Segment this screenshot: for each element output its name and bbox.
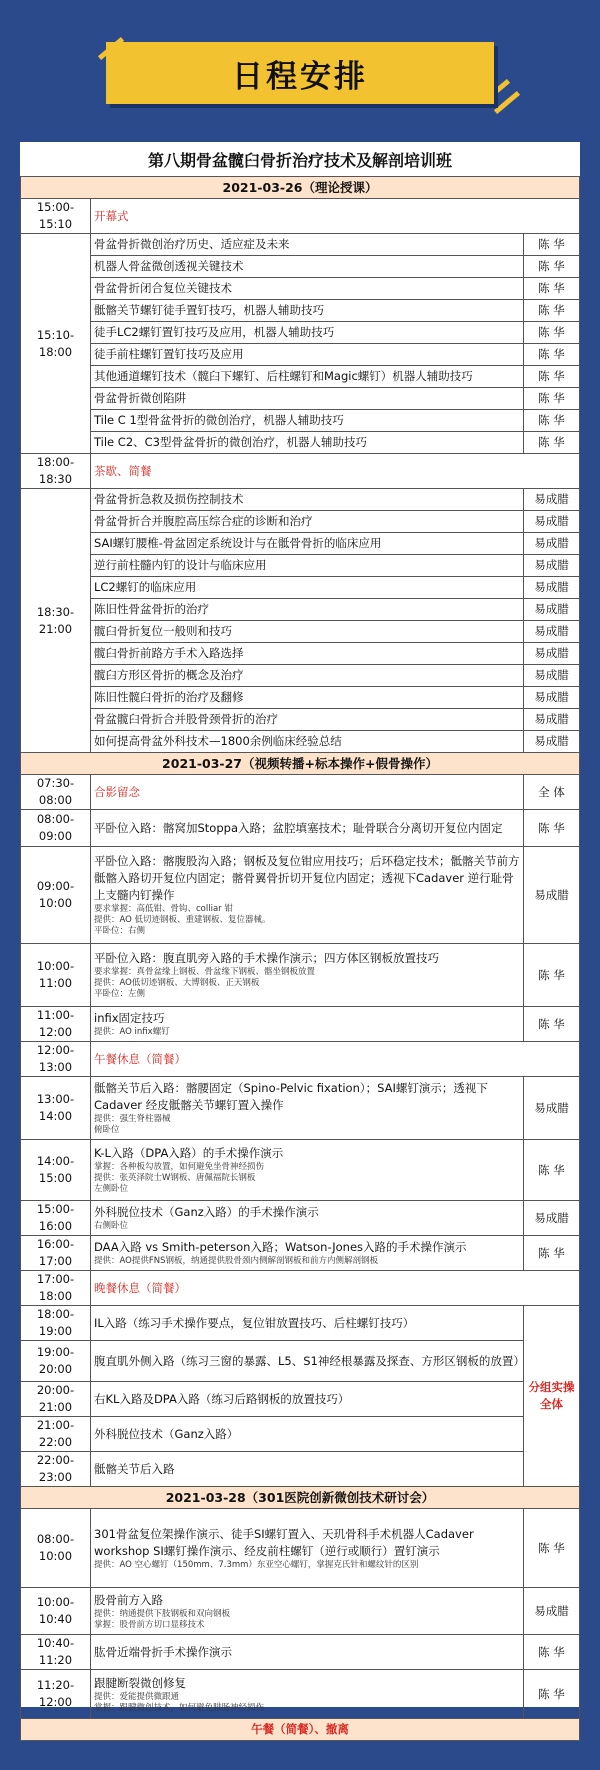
session-topic: 机器人骨盆微创透视关键技术 (91, 256, 524, 278)
session-title: 外科脱位技术（Ganz入路）的手术操作演示 (94, 1205, 319, 1219)
session-topic (91, 775, 524, 810)
session-topic: 外科脱位技术（Ganz入路） (91, 1417, 524, 1452)
schedule-row (21, 388, 580, 410)
schedule-row (21, 599, 580, 621)
session-note: 提供：AO 低切迹钢板、重建钢板、复位器械。 (94, 915, 271, 925)
session-label: 午餐休息（简餐） (91, 1042, 580, 1077)
schedule-row (21, 410, 580, 432)
speaker: 陈 华 (523, 366, 579, 388)
session-topic (91, 810, 524, 847)
session-topic: 腹直肌外侧入路（练习三窗的暴露、L5、S1神经根暴露及探查、方形区钢板的放置） (91, 1341, 524, 1382)
schedule-row (21, 366, 580, 388)
session-note: 掌握：跟腱微创技术，如何避免腓肠神经损伤 (94, 1702, 265, 1713)
speaker: 易成腊 (523, 1201, 579, 1236)
session-title: 股骨前方入路 (94, 1592, 163, 1607)
schedule-row (21, 1077, 580, 1140)
session-title: infix固定技巧 (94, 1011, 165, 1025)
session-label: 茶歇、简餐 (91, 454, 580, 489)
session-topic (91, 1588, 524, 1635)
session-topic (91, 1670, 524, 1719)
day-header-row (21, 753, 580, 775)
time-slot: 11:00-12:00 (21, 1007, 91, 1042)
schedule-row (21, 454, 580, 489)
session-topic (91, 944, 524, 1007)
session-topic (91, 1140, 524, 1201)
schedule-row (21, 621, 580, 643)
session-note: 掌握：各种板勾放置，如何避免坐骨神经损伤 (94, 1162, 265, 1172)
speaker: 陈 华 (523, 1007, 579, 1042)
session-note: 提供：AO低切迹钢板、大博钢板、正天钢板 (94, 978, 260, 988)
session-topic: LC2螺钉的临床应用 (91, 577, 524, 599)
session-title: 跟腱断裂微创修复 (94, 1675, 186, 1690)
speaker: 易成腊 (523, 643, 579, 665)
session-note: 提供：爱能提供微跟通 (94, 1691, 180, 1702)
session-topic: 骨盆骨折微创陷阱 (91, 388, 524, 410)
session-title: 骶髂关节后入路：髂腰固定（Spino-Pelvic fixation）；SAI螺钉演示；透视下Cadaver 经皮骶髂关节螺钉置入操作 (94, 1081, 488, 1112)
session-label: 晚餐休息（简餐） (91, 1271, 580, 1306)
speaker: 易成腊 (523, 665, 579, 687)
schedule-row (21, 1236, 580, 1271)
day-header-row (21, 1487, 580, 1509)
session-title: DAA入路 vs Smith-peterson入路；Watson-Jones入路的手术操作演示 (94, 1240, 467, 1254)
session-note: 提供：强生脊柱器械 (94, 1114, 171, 1124)
session-topic (91, 847, 524, 944)
session-topic: 骨盆骨折闭合复位关键技术 (91, 278, 524, 300)
speaker: 陈 华 (523, 1236, 579, 1271)
speaker: 易成腊 (523, 687, 579, 709)
schedule-row (21, 199, 580, 234)
speaker: 陈 华 (523, 1509, 579, 1588)
schedule-row (21, 1452, 580, 1487)
schedule-row (21, 1382, 580, 1417)
speaker: 陈 华 (523, 388, 579, 410)
day-header-row (21, 177, 580, 199)
session-topic: 骨盆骨折合并腹腔高压综合症的诊断和治疗 (91, 511, 524, 533)
schedule-row (21, 1042, 580, 1077)
session-topic: IL入路（练习手术操作要点，复位钳放置技巧、后柱螺钉技巧） (91, 1306, 524, 1341)
session-note: 提供：AO infix螺钉 (94, 1027, 170, 1037)
session-note: 提供：纳通提供下肢钢板和双向钢板 (94, 1608, 231, 1619)
time-slot: 20:00-21:00 (21, 1382, 91, 1417)
session-title: 平卧位入路：髂腹股沟入路；钢板及复位钳应用技巧；后环稳定技术；骶髂关节前方骶髂入路切开复位内固定；髂骨翼骨折切开复位内固定；透视下Cadaver 逆行耻骨上支髓内钉操作 (94, 854, 520, 902)
session-topic: 徒手LC2螺钉置钉技巧及应用，机器人辅助技巧 (91, 322, 524, 344)
banner-title: 日程安排 (232, 58, 368, 95)
schedule-table (20, 176, 580, 1741)
schedule-row (21, 1007, 580, 1042)
time-slot: 10:00-10:40 (21, 1588, 91, 1635)
speaker: 易成腊 (523, 847, 579, 944)
session-note: 平卧位：左侧 (94, 989, 146, 999)
day-header: 2021-03-27（视频转播+标本操作+假骨操作） (21, 753, 580, 775)
session-topic (91, 1509, 524, 1588)
schedule-row (21, 1588, 580, 1635)
session-note: 掌握：股骨前方切口显移技术 (94, 1619, 205, 1630)
session-note: 提供：张英泽院士W钢板、唐佩福院长钢板 (94, 1173, 256, 1183)
time-slot: 12:00-13:00 (21, 1042, 91, 1077)
time-slot: 15:00-15:10 (21, 199, 91, 234)
speaker: 陈 华 (523, 1140, 579, 1201)
session-topic: 陈旧性髋臼骨折的治疗及翻修 (91, 687, 524, 709)
time-slot: 18:00-19:00 (21, 1306, 91, 1341)
speaker: 陈 华 (523, 322, 579, 344)
schedule-row (21, 847, 580, 944)
session-title: 平卧位入路：髂窝加Stoppa入路；盆腔填塞技术；耻骨联合分离切开复位内固定 (94, 820, 503, 835)
session-note: 平卧位：右侧 (94, 926, 146, 936)
speaker: 易成腊 (523, 511, 579, 533)
speaker: 易成腊 (523, 577, 579, 599)
schedule-row (21, 577, 580, 599)
speaker: 全 体 (523, 775, 579, 810)
session-topic (91, 1077, 524, 1140)
session-topic: 徒手前柱螺钉置钉技巧及应用 (91, 344, 524, 366)
time-slot: 11:20-12:00 (21, 1670, 91, 1719)
speaker: 陈 华 (523, 234, 579, 256)
session-topic (91, 1236, 524, 1271)
schedule-row (21, 278, 580, 300)
schedule-banner (106, 42, 494, 104)
speaker: 易成腊 (523, 731, 579, 753)
time-slot: 09:00-10:00 (21, 847, 91, 944)
schedule-row (21, 1140, 580, 1201)
closing-label: 午餐（简餐）、撤离 (21, 1719, 580, 1741)
session-label: 开幕式 (91, 199, 580, 234)
course-title: 第八期骨盆髋臼骨折治疗技术及解剖培训班 (147, 150, 452, 170)
session-topic: 髋臼骨折前路方手术入路选择 (91, 643, 524, 665)
time-slot: 19:00-20:00 (21, 1341, 91, 1382)
time-slot: 21:00-22:00 (21, 1417, 91, 1452)
session-title: 平卧位入路：腹直肌旁入路的手术操作演示；四方体区钢板放置技巧 (94, 951, 439, 965)
time-slot: 07:30-08:00 (21, 775, 91, 810)
session-note: 要求掌握：高低钳、骨钩、colliar 钳 (94, 904, 233, 914)
session-topic: SAI螺钉腰椎-骨盆固定系统设计与在骶骨骨折的临床应用 (91, 533, 524, 555)
schedule-row (21, 1635, 580, 1670)
schedule-row (21, 687, 580, 709)
session-topic: 如何提高骨盆外科技术—1800余例临床经验总结 (91, 731, 524, 753)
schedule-row (21, 643, 580, 665)
schedule-row (21, 1201, 580, 1236)
session-topic: Tile C 1型骨盆骨折的微创治疗，机器人辅助技巧 (91, 410, 524, 432)
time-slot: 16:00-17:00 (21, 1236, 91, 1271)
schedule-row (21, 1271, 580, 1306)
time-slot: 08:00-09:00 (21, 810, 91, 847)
schedule-row (21, 665, 580, 687)
speaker: 陈 华 (523, 278, 579, 300)
time-slot: 18:00-18:30 (21, 454, 91, 489)
schedule-row (21, 300, 580, 322)
session-title: 合影留念 (94, 784, 140, 799)
time-slot: 22:00-23:00 (21, 1452, 91, 1487)
session-topic (91, 1201, 524, 1236)
session-note: 要求掌握：真骨盆缘上钢板、骨盆缘下钢板、髂坐钢板放置 (94, 967, 316, 977)
session-note: 提供：AO 空心螺钉（150mm、7.3mm）东亚空心螺钉，掌握克氏针和螺纹针的区别 (94, 1559, 419, 1570)
schedule-row (21, 234, 580, 256)
schedule-row (21, 344, 580, 366)
schedule-row (21, 810, 580, 847)
time-slot: 13:00-14:00 (21, 1077, 91, 1140)
schedule-row (21, 322, 580, 344)
session-topic: 骨盆骨折急救及损伤控制技术 (91, 489, 524, 511)
schedule-row (21, 1306, 580, 1341)
session-title: K-L入路（DPA入路）的手术操作演示 (94, 1146, 284, 1160)
speaker: 易成腊 (523, 1077, 579, 1140)
speaker: 陈 华 (523, 432, 579, 454)
session-topic: 陈旧性骨盆骨折的治疗 (91, 599, 524, 621)
speaker: 陈 华 (523, 1670, 579, 1719)
schedule-row (21, 775, 580, 810)
group-practice-note: 分组实操全体 (523, 1306, 579, 1487)
schedule-row (21, 533, 580, 555)
speaker: 易成腊 (523, 1588, 579, 1635)
speaker: 陈 华 (523, 256, 579, 278)
schedule-sheet (20, 142, 580, 1736)
session-topic: Tile C2、C3型骨盆骨折的微创治疗，机器人辅助技巧 (91, 432, 524, 454)
schedule-row (21, 256, 580, 278)
time-slot: 10:40-11:20 (21, 1635, 91, 1670)
speaker: 陈 华 (523, 810, 579, 847)
schedule-row (21, 511, 580, 533)
session-topic: 骨盆骨折微创治疗历史、适应症及未来 (91, 234, 524, 256)
session-topic: 逆行前柱髓内钉的设计与临床应用 (91, 555, 524, 577)
session-topic: 髋臼骨折复位一般则和技巧 (91, 621, 524, 643)
session-topic: 右KL入路及DPA入路（练习后路钢板的放置技巧） (91, 1382, 524, 1417)
session-topic (91, 1635, 524, 1670)
speaker: 陈 华 (523, 944, 579, 1007)
session-note: 右侧卧位 (94, 1221, 129, 1231)
schedule-row (21, 489, 580, 511)
session-note: 左侧卧位 (94, 1184, 129, 1194)
time-slot: 14:00-15:00 (21, 1140, 91, 1201)
session-topic (91, 1007, 524, 1042)
speaker: 陈 华 (523, 300, 579, 322)
time-slot: 15:10-18:00 (21, 234, 91, 454)
session-title: 301骨盆复位架操作演示、徒手SI螺钉置入、天玑骨科手术机器人Cadaver workshop SI螺钉操作演示、经皮前柱螺钉（逆行或顺行）置钉演示 (94, 1526, 474, 1558)
day-header: 2021-03-26（理论授课） (21, 177, 580, 199)
closing-row (21, 1719, 580, 1741)
speaker: 易成腊 (523, 621, 579, 643)
session-topic: 其他通道螺钉技术（髋臼下螺钉、后柱螺钉和Magic螺钉）机器人辅助技巧 (91, 366, 524, 388)
schedule-row (21, 709, 580, 731)
time-slot: 10:00-11:00 (21, 944, 91, 1007)
schedule-row (21, 432, 580, 454)
schedule-row (21, 944, 580, 1007)
time-slot: 18:30-21:00 (21, 489, 91, 753)
speaker: 易成腊 (523, 555, 579, 577)
time-slot: 15:00-16:00 (21, 1201, 91, 1236)
speaker: 易成腊 (523, 599, 579, 621)
schedule-row (21, 1670, 580, 1719)
speaker: 易成腊 (523, 533, 579, 555)
time-slot: 08:00-10:00 (21, 1509, 91, 1588)
speaker: 陈 华 (523, 410, 579, 432)
day-header: 2021-03-28（301医院创新微创技术研讨会） (21, 1487, 580, 1509)
session-note: 俯卧位 (94, 1125, 120, 1135)
schedule-row (21, 1509, 580, 1588)
session-topic: 骶髂关节后入路 (91, 1452, 524, 1487)
session-note: 提供：AO提供FNS钢板，纳通提供股骨颈内侧解剖钢板和前方内侧解剖钢板 (94, 1256, 379, 1266)
session-title: 肱骨近端骨折手术操作演示 (94, 1644, 232, 1659)
speaker: 易成腊 (523, 489, 579, 511)
speaker: 陈 华 (523, 344, 579, 366)
session-topic: 骨盆髋臼骨折合并股骨颈骨折的治疗 (91, 709, 524, 731)
time-slot: 17:00-18:00 (21, 1271, 91, 1306)
speaker: 陈 华 (523, 1635, 579, 1670)
speaker: 易成腊 (523, 709, 579, 731)
stripe-decoration (494, 91, 520, 114)
schedule-row (21, 1341, 580, 1382)
session-topic: 骶髂关节螺钉徒手置钉技巧，机器人辅助技巧 (91, 300, 524, 322)
schedule-row (21, 1417, 580, 1452)
session-topic: 髋臼方形区骨折的概念及治疗 (91, 665, 524, 687)
schedule-row (21, 555, 580, 577)
schedule-row (21, 731, 580, 753)
